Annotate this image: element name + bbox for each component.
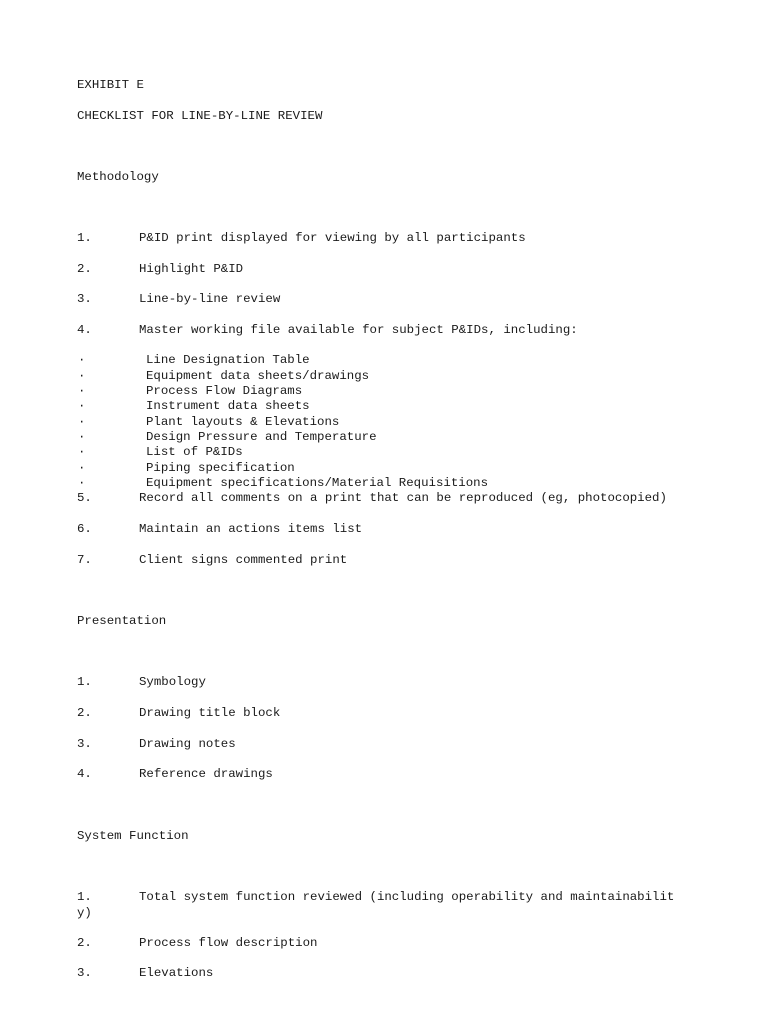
bullet-text: Design Pressure and Temperature [146, 430, 377, 444]
item-number: 3. [77, 292, 92, 306]
exhibit-label: EXHIBIT E [77, 78, 144, 92]
bullet-glyph: · [78, 353, 86, 367]
item-number: 4. [77, 767, 92, 781]
bullet-text: Equipment data sheets/drawings [146, 369, 370, 383]
section-heading-system-function: System Function [77, 829, 189, 843]
item-text: Drawing notes [139, 737, 236, 751]
section-heading-methodology: Methodology [77, 170, 159, 184]
bullet-glyph: · [78, 415, 86, 429]
item-text: Master working file available for subject P&IDs, including: [139, 323, 578, 337]
item-text: Record all comments on a print that can be reproduced (eg, photocopied) [139, 491, 667, 505]
item-number: 6. [77, 522, 92, 536]
item-number: 3. [77, 737, 92, 751]
bullet-glyph: · [78, 445, 86, 459]
item-number: 1. [77, 231, 92, 245]
item-number: 2. [77, 706, 92, 720]
bullet-text: List of P&IDs [146, 445, 243, 459]
item-text: P&ID print displayed for viewing by all participants [139, 231, 526, 245]
bullet-text: Instrument data sheets [146, 399, 310, 413]
section-heading-presentation: Presentation [77, 614, 167, 628]
item-number: 5. [77, 491, 92, 505]
bullet-glyph: · [78, 430, 86, 444]
item-number: 1. [77, 890, 92, 904]
item-text: Reference drawings [139, 767, 273, 781]
item-number: 2. [77, 936, 92, 950]
item-number: 4. [77, 323, 92, 337]
bullet-text: Process Flow Diagrams [146, 384, 303, 398]
item-text: Client signs commented print [139, 553, 348, 567]
item-number: 1. [77, 675, 92, 689]
bullet-glyph: · [78, 399, 86, 413]
item-number: 2. [77, 262, 92, 276]
item-text: Line-by-line review [139, 292, 281, 306]
bullet-text: Equipment specifications/Material Requisitions [146, 476, 489, 490]
item-text: Symbology [139, 675, 206, 689]
item-text: Maintain an actions items list [139, 522, 363, 536]
bullet-glyph: · [78, 369, 86, 383]
item-text: Drawing title block [139, 706, 281, 720]
item-text: Highlight P&ID [139, 262, 244, 276]
item-text-wrap: y) [77, 906, 92, 920]
item-text: Elevations [139, 966, 214, 980]
item-number: 3. [77, 966, 92, 980]
bullet-text: Piping specification [146, 461, 295, 475]
bullet-glyph: · [78, 476, 86, 490]
document-title: CHECKLIST FOR LINE-BY-LINE REVIEW [77, 109, 323, 123]
item-number: 7. [77, 553, 92, 567]
bullet-text: Line Designation Table [146, 353, 310, 367]
bullet-glyph: · [78, 461, 86, 475]
item-text: Process flow description [139, 936, 318, 950]
bullet-text: Plant layouts & Elevations [146, 415, 340, 429]
item-text: Total system function reviewed (including operability and maintainabilit [139, 890, 675, 904]
bullet-glyph: · [78, 384, 86, 398]
